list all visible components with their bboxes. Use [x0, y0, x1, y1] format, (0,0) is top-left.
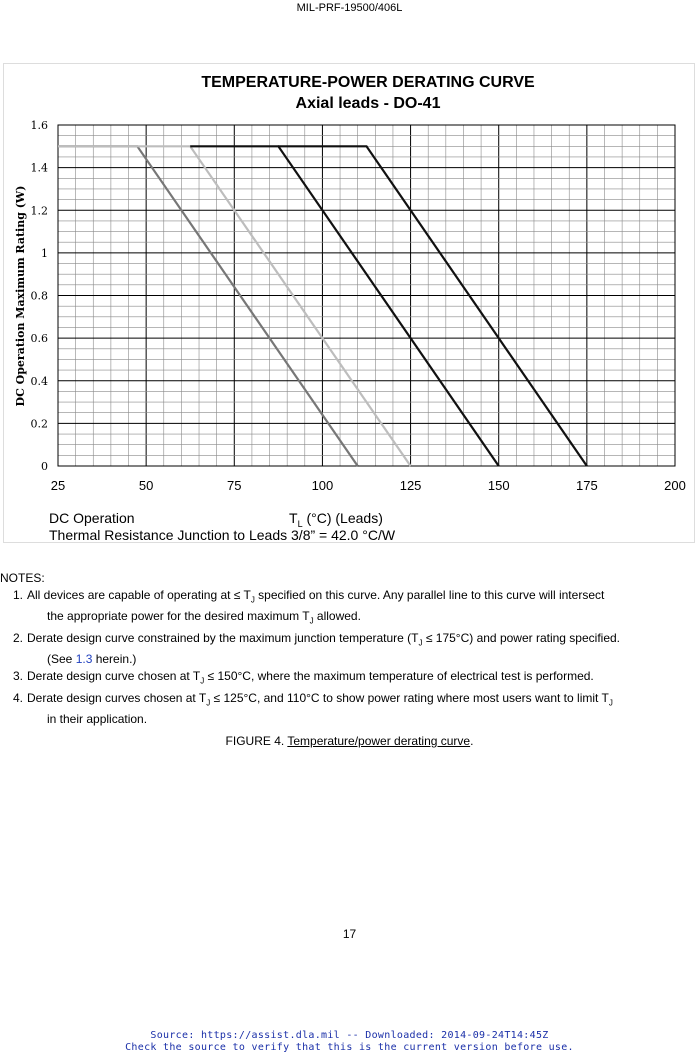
chart-grid [58, 125, 675, 466]
note-text [27, 690, 699, 728]
document-id-header: MIL-PRF-19500/406L [296, 2, 403, 14]
source-line-1: Source: https://assist.dla.mil -- Downloaded: 2014-09-24T14:45Z [150, 1030, 549, 1041]
x-tick-label: 200 [664, 478, 686, 493]
x-tick-label: 50 [138, 478, 154, 493]
note-text [27, 630, 699, 668]
figure-label: FIGURE 4. [225, 734, 288, 748]
figure-caption [0, 734, 699, 748]
note-3-text-a: Derate design curve chosen at T [27, 669, 201, 684]
note-4-text-b: ≤ 125°C, and 110°C to show power rating where most users want to limit T [210, 690, 609, 705]
x-axis-label [289, 510, 383, 529]
x-axis-ticks [51, 478, 686, 493]
note-3-text-b: ≤ 150°C, where the maximum temperature of electrical test is performed. [204, 669, 594, 684]
figure-period: . [470, 734, 474, 748]
note-1-text-c: the appropriate power for the desired maximum T [47, 609, 310, 624]
note-4-continuation: in their application. [47, 711, 148, 726]
note-1-continuation [27, 608, 699, 629]
note-2-sub-1: J [418, 638, 423, 648]
y-tick-label: 0.8 [30, 289, 48, 303]
y-tick-label: 0.2 [30, 417, 48, 431]
note-text [27, 668, 699, 689]
x-tick-label: 150 [487, 478, 510, 493]
note-2-text-a: Derate design curve constrained by the maximum junction temperature (T [27, 630, 419, 645]
notes-title: NOTES: [0, 571, 45, 585]
x-axis-label-sub: L [297, 518, 303, 529]
y-tick-label: 0 [41, 460, 48, 473]
note-3 [0, 668, 699, 689]
thermal-resistance-text: Thermal Resistance Junction to Leads 3/8” = 42.0 °C/W [49, 527, 396, 543]
x-tick-label: 175 [576, 478, 598, 493]
note-1-text-b: specified on this curve. Any parallel line to this curve will intersect [254, 588, 605, 602]
chart-title: TEMPERATURE-POWER DERATING CURVE [201, 74, 535, 91]
note-4-text-a: Derate design curves chosen at T [27, 690, 207, 705]
y-tick-label: 0.6 [30, 332, 48, 346]
note-1-sub-1: J [250, 595, 255, 605]
dc-operation-label: DC Operation [49, 510, 135, 526]
note-1 [0, 587, 699, 630]
source-footer [0, 1030, 699, 1054]
note-1-sub-2: J [309, 616, 314, 626]
note-3-sub-1: J [200, 676, 205, 686]
note-2-text-c: (See [47, 652, 76, 667]
x-tick-label: 125 [399, 478, 422, 493]
note-2 [0, 630, 699, 668]
note-4-sub-1: J [206, 697, 211, 707]
note-text [27, 587, 699, 630]
note-number: 1. [13, 588, 24, 602]
note-number: 4. [13, 690, 24, 705]
note-1-text-d: allowed. [313, 609, 361, 624]
paragraph-1-3-link[interactable]: 1.3 [75, 652, 93, 667]
y-tick-label: 1.2 [30, 204, 48, 218]
chart-subtitle: Axial leads - DO-41 [295, 95, 441, 112]
y-tick-label: 1.6 [30, 119, 48, 132]
note-number: 2. [13, 630, 24, 645]
y-tick-label: 1.4 [30, 161, 48, 175]
note-2-text-b: ≤ 175°C) and power rating specified. [422, 630, 621, 645]
y-axis-ticks [31, 119, 49, 473]
source-line-2: Check the source to verify that this is the current version before use. [125, 1042, 574, 1053]
page-number: 17 [342, 927, 357, 941]
x-tick-label: 25 [50, 478, 66, 493]
note-4-sub-2: J [608, 697, 613, 707]
note-2-continuation [27, 651, 699, 668]
note-4 [0, 690, 699, 728]
note-1-text-a: All devices are capable of operating at ≤ T [27, 588, 251, 602]
x-tick-label: 100 [311, 478, 334, 493]
note-2-text-d: herein.) [92, 652, 137, 667]
y-tick-label: 1 [41, 246, 48, 260]
x-axis-label-rest: (°C) (Leads) [302, 510, 383, 526]
x-tick-label: 75 [227, 478, 242, 493]
notes-section [0, 570, 699, 728]
y-tick-label: 0.4 [30, 374, 48, 388]
y-axis-label: DC Operation Maximum Rating (W) [14, 185, 27, 407]
x-axis-label-t: T [289, 510, 298, 526]
note-number: 3. [13, 669, 24, 684]
figure-title: Temperature/power derating curve [287, 734, 471, 748]
